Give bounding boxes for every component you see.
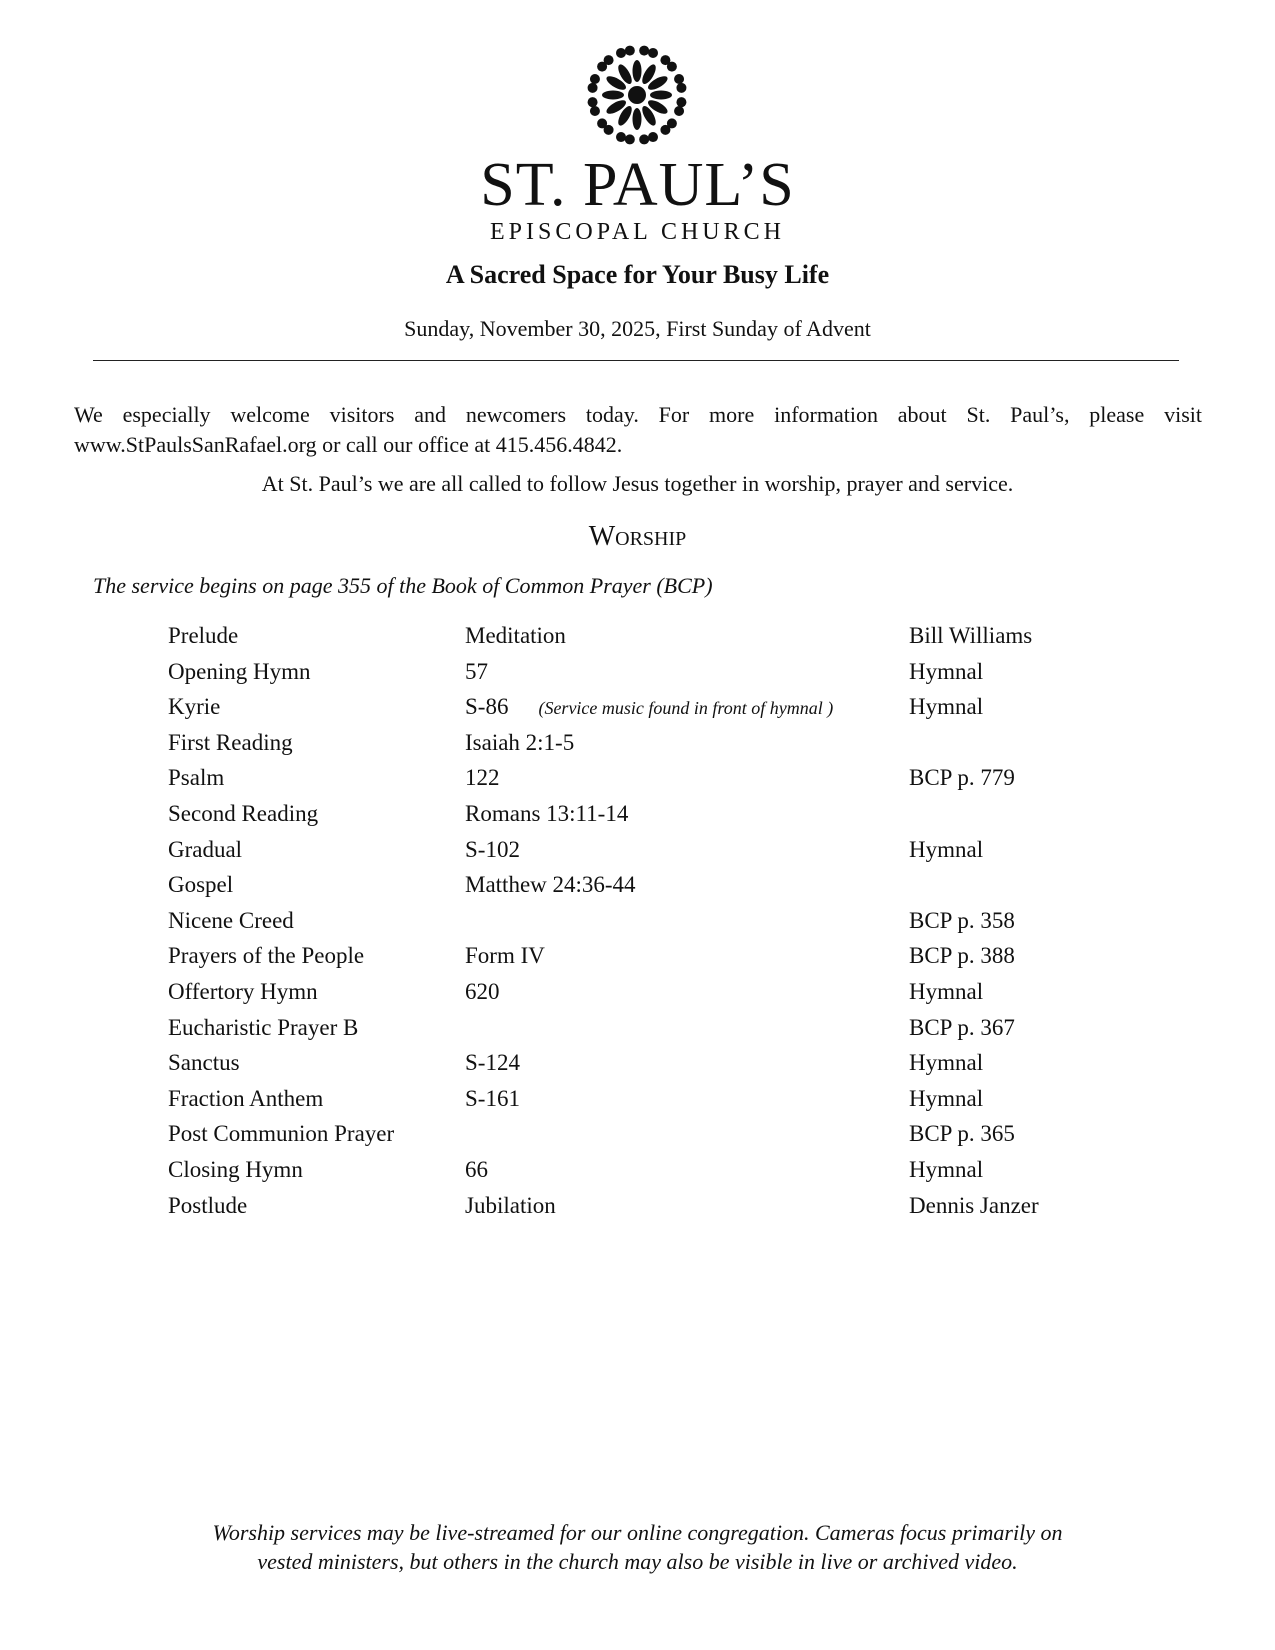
service-detail: [465, 938, 545, 974]
service-part: Post Communion Prayer: [168, 1121, 395, 1147]
service-detail: [465, 689, 833, 727]
service-part: Fraction Anthem: [168, 1085, 324, 1111]
service-source: BCP p. 365: [909, 1121, 1015, 1147]
service-detail-text: Romans 13:11-14: [465, 800, 629, 826]
table-row: [168, 974, 1128, 1010]
service-detail: [465, 974, 500, 1010]
service-detail: [465, 867, 636, 903]
service-part: First Reading: [168, 729, 293, 755]
service-source: BCP p. 367: [909, 1014, 1015, 1040]
service-source: Hymnal: [909, 978, 984, 1004]
service-source: Hymnal: [909, 1085, 984, 1111]
table-row: [168, 832, 1128, 868]
table-row: [168, 1152, 1128, 1188]
service-detail: [465, 1045, 520, 1081]
tagline: A Sacred Space for Your Busy Life: [445, 260, 830, 289]
service-part: Nicene Creed: [168, 907, 294, 933]
service-intro: The service begins on page 355 of the Book of Common Prayer (BCP): [93, 573, 713, 598]
service-detail: [465, 654, 488, 690]
service-detail-text: 66: [465, 1156, 488, 1182]
service-detail-text: S-102: [465, 836, 520, 862]
service-detail-text: Isaiah 2:1-5: [465, 729, 575, 755]
service-source: Hymnal: [909, 836, 984, 862]
service-date: Sunday, November 30, 2025, First Sunday of Advent: [404, 316, 871, 341]
table-row: [168, 938, 1128, 974]
service-source: Hymnal: [909, 658, 984, 684]
service-detail-text: S-124: [465, 1050, 520, 1076]
service-detail-text: S-161: [465, 1085, 520, 1111]
service-part: Gradual: [168, 836, 243, 862]
service-source: BCP p. 779: [909, 765, 1015, 791]
table-row: [168, 725, 1128, 761]
rose-window-icon: [582, 40, 692, 150]
service-detail: [465, 725, 574, 761]
church-name: ST. PAUL’S: [480, 151, 795, 219]
service-detail: [465, 1188, 556, 1224]
table-row: [168, 760, 1128, 796]
service-detail: [465, 760, 500, 796]
service-part: Kyrie: [168, 694, 221, 720]
service-source: Hymnal: [909, 1050, 984, 1076]
service-detail: [465, 618, 566, 654]
service-note: (Service music found in front of hymnal ): [538, 698, 834, 719]
service-source: BCP p. 388: [909, 943, 1015, 969]
table-row: [168, 689, 1128, 725]
service-detail-text: 122: [465, 765, 500, 791]
service-detail-text: S-86: [465, 694, 509, 720]
service-part: Prelude: [168, 623, 239, 648]
service-source: Hymnal: [909, 1156, 984, 1182]
service-part: Postlude: [168, 1192, 248, 1218]
service-part: Opening Hymn: [168, 658, 311, 684]
service-detail: [465, 796, 628, 832]
service-source: Dennis Janzer: [909, 1192, 1039, 1218]
service-part: Sanctus: [168, 1050, 240, 1076]
service-detail: [465, 1152, 488, 1188]
mission-statement: At St. Paul’s we are all called to follow Jesus together in worship, prayer and service.: [261, 471, 1014, 496]
service-part: Offertory Hymn: [168, 978, 318, 1004]
service-source: Hymnal: [909, 694, 984, 720]
service-detail-text: 620: [465, 978, 500, 1004]
table-row: [168, 1045, 1128, 1081]
table-row: [168, 1116, 1128, 1152]
livestream-notice-line-2: vested ministers, but others in the church may also be visible in live or archived video.: [257, 1549, 1018, 1574]
table-row: [168, 867, 1128, 903]
service-part: Prayers of the People: [168, 943, 365, 969]
divider: [93, 360, 1179, 361]
service-detail-text: Jubilation: [465, 1192, 556, 1218]
service-source: Bill Williams: [909, 623, 1033, 648]
table-row: [168, 796, 1128, 832]
service-part: Gospel: [168, 872, 234, 898]
service-detail-text: Form IV: [465, 943, 545, 969]
service-part: Closing Hymn: [168, 1156, 303, 1182]
service-detail: [465, 1081, 520, 1117]
livestream-notice-line-1: Worship services may be live-streamed for our online congregation. Cameras focus primarily on: [212, 1520, 1063, 1545]
service-detail-text: Matthew 24:36-44: [465, 872, 636, 898]
service-source: BCP p. 358: [909, 907, 1015, 933]
welcome-text: We especially welcome visitors and newcomers today. For more information about St. Paul’s, please visit www.StPaulsSanRafael.org or call our office at 415.456.4842.: [74, 402, 1202, 457]
service-detail-text: 57: [465, 658, 488, 684]
table-row: [168, 618, 1128, 654]
service-part: Psalm: [168, 765, 225, 791]
table-row: [168, 903, 1128, 939]
table-row: [168, 1010, 1128, 1046]
table-row: [168, 1188, 1128, 1224]
table-row: [168, 1081, 1128, 1117]
livestream-notice: [0, 1518, 1275, 1576]
service-detail: [465, 832, 520, 868]
section-title-worship: Worship: [588, 521, 687, 552]
table-row: [168, 654, 1128, 690]
church-subtitle: EPISCOPAL CHURCH: [490, 219, 785, 245]
service-part: Second Reading: [168, 800, 319, 826]
order-of-service: [168, 618, 1128, 1223]
service-detail-text: Meditation: [465, 623, 566, 648]
service-part: Eucharistic Prayer B: [168, 1014, 359, 1040]
